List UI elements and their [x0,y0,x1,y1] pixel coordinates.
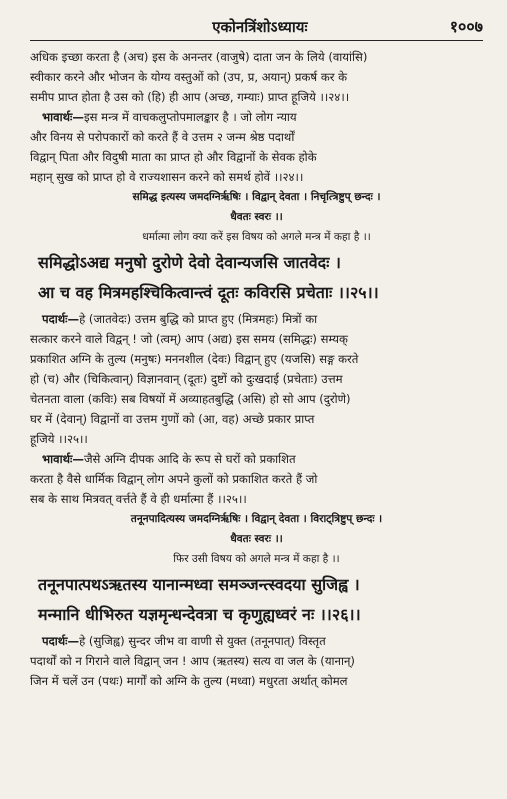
text-line: चेतनता वाला (कविः) सब विषयों में अव्याहतबुद्धि (असि) हो सो आप (दुरोणे) [30,392,351,406]
intro-paragraph [30,47,483,107]
text-line: प्रकाशित अग्नि के तुल्य (मनुषः) मननशील (देवः) विद्वान् हुए (यजसि) सङ्ग करते [30,352,359,366]
page-number: १००७ [449,17,483,36]
text-line: इस मन्त्र में वाचकलुप्तोपमालङ्कार है । जो लोग न्याय [83,110,297,124]
text-line: घर में (देवान्) विद्वानों वा उत्तम गुणों को (आ, वह) अच्छे प्रकार प्राप्त [30,412,315,426]
text-line: जैसे अग्नि दीपक आदि के रूप से घरों को प्रकाशित [83,452,296,466]
page-header [30,10,483,41]
mantra-line: आ च वह मित्रमहश्चिकित्वान्त्वं दूतः कविरसि प्रचेताः ।।२५।। [38,283,379,302]
text-line: जिन में चलें उन (पथः) मार्गों को अग्नि के तुल्य (मध्वा) मधुरता अर्थात् कोमल [30,674,348,688]
text-line: अधिक इच्छा करता है (अच) इस के अनन्तर (वाजुषे) दाता जन के लिये (वायांसि) [30,50,368,64]
text-line: हे (जातवेदः) उत्तम बुद्धि को प्राप्त हुए (मित्रमहः) मित्रों का [79,312,318,326]
padartha-paragraph-26 [30,631,483,691]
text-line: विद्वान् पिता और विदुषी माता का प्राप्त हो और विद्वानों के सेवक होके [30,150,317,164]
bhavartha-paragraph-24 [30,107,483,187]
rishi-line: तनूनपादित्यस्य जमदग्निर्ऋषिः । विद्वान् देवता । विराट्त्रिष्टुप् छन्दः । [130,513,383,525]
context-line: धर्मात्मा लोग क्या करें इस विषय को अगले मन्त्र में कहा है ।। [142,231,371,243]
mantra-25 [30,248,483,307]
svara-line: धैवतः स्वरः ।। [230,211,283,223]
text-line: पदार्थों को न गिराने वाले विद्वान् जन ! आप (ऋतस्य) सत्य वा जल के (यानान्) [30,654,355,668]
bhavartha-label: भावार्थः— [42,110,84,124]
rishi-line: समिद्ध इत्यस्य जमदग्निर्ऋषिः । विद्वान् देवता । निचृत्त्रिष्टुप् छन्दः । [132,191,381,203]
text-line: समीप प्राप्त होता है उस को (हि) ही आप (अच्छ, गम्याः) प्राप्त हूजिये ।।२४।। [30,90,350,104]
text-line: हूजिये ।।२५।। [30,432,88,446]
text-line: हे (सुजिह्व) सुन्दर जीभ वा वाणी से युक्त (तनूनपात्) विस्तृत [79,634,326,648]
padartha-label: पदार्थः— [42,634,80,648]
padartha-paragraph-25 [30,309,483,449]
chapter-title: एकोनत्रिंशोऽध्यायः [212,18,308,36]
text-line: और विनय से परोपकारों को करते हैं वे उत्तम २ जन्म श्रेष्ठ पदार्थों [30,130,295,144]
mantra-line: तनूनपात्पथऽऋतस्य यानान्मध्वा समञ्जन्त्स्वदया सुजिह्व । [38,575,360,594]
text-line: स्वीकार करने और भोजन के योग्य वस्तुओं को (उप, प्र, अयान्) प्रकर्ष कर के [30,70,348,84]
bhavartha-label: भावार्थः— [42,452,84,466]
mantra-line: समिद्धोऽअद्य मनुषो दुरोणे देवो देवान्यजसि जातवेदः । [38,253,341,272]
mantra-line: मन्मानि धीभिरुत यज्ञमृन्धन्देवत्रा च कृणुह्यध्वरं नः ।।२६।। [38,605,361,624]
context-line: फिर उसी विषय को अगले मन्त्र में कहा है ।। [173,553,340,565]
text-line: हो (च) और (चिकित्वान्) विज्ञानवान् (दूतः) दुष्टों को दुःखदाई (प्रचेताः) उत्तम [30,372,343,386]
text-line: महान् सुख को प्राप्त हो वे राज्यशासन करने को समर्थ होवें ।।२४।। [30,170,304,184]
mantra-26 [30,570,483,629]
text-line: सत्कार करने वाले विद्वन् ! जो (त्वम्) आप (अद्य) इस समय (समिद्धः) सम्यक् [30,332,348,346]
text-line: करता है वैसे धार्मिक विद्वान् लोग अपने कुलों को प्रकाशित करते हैं जो [30,472,318,486]
text-line: सब के साथ मित्रवत् वर्त्तते हैं वे ही धर्मात्मा हैं ।।२५।। [30,492,247,506]
svara-line: धैवतः स्वरः ।। [230,533,283,545]
bhavartha-paragraph-25 [30,449,483,509]
padartha-label: पदार्थः— [42,312,80,326]
